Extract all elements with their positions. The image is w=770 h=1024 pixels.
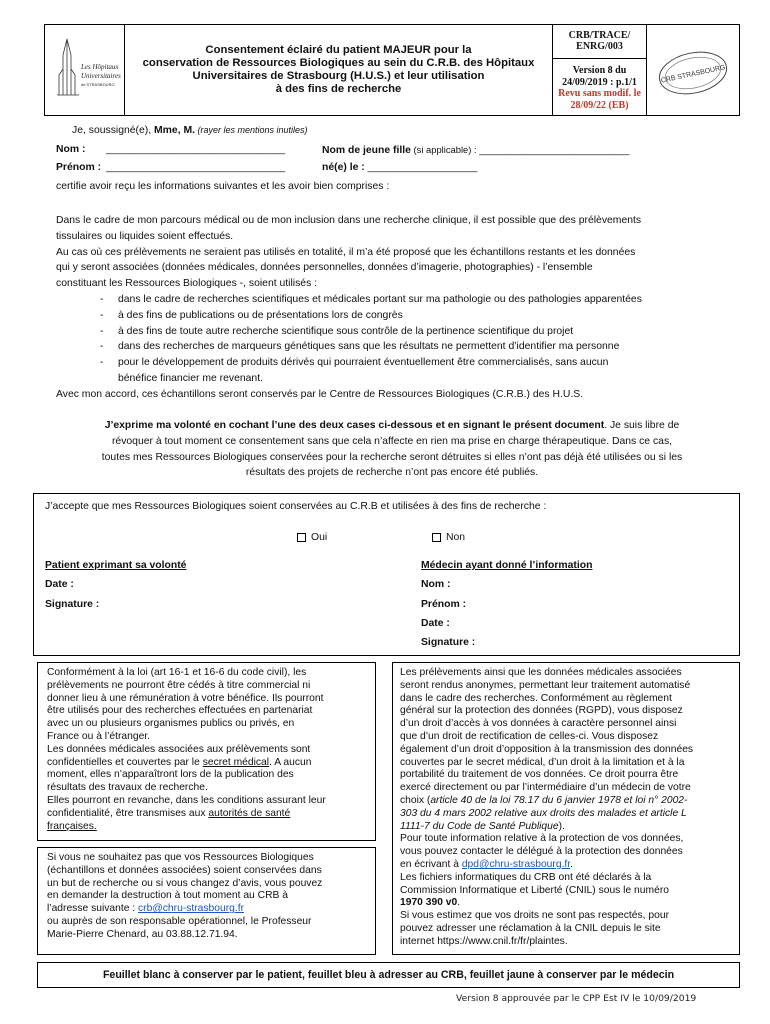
dpd-email-link[interactable]: dpd@chru-strasbourg.fr xyxy=(461,858,571,870)
oui-checkbox[interactable] xyxy=(297,533,306,542)
law-box: Conformément à la loi (art 16-1 et 16-6 du code civil), les prélèvements ne pourront être cédés à titre commercial ni donner lieu à une rémunération à votre bénéfice. Ils pourront être utilisés pour des recherches effectuées en partenariat avec un ou plusieurs organismes publics ou privés, en France ou à l’étranger. Les données médicales associées aux prélèvements sont confidentielles et couvertes par le secret médical. A aucun moment, elles n’apparaîtront lors de la publication des résultats des travaux de recherche. Elles pourront en revanche, dans les conditions assurant leur confidentialité, être transmises aux autorités de santé françaises. xyxy=(37,662,376,841)
list-item: - dans des recherches de marqueurs génétiques sans que les résultats ne permettent d’identifier ma personne xyxy=(56,339,726,355)
ne-le-field[interactable]: ___________________ xyxy=(367,162,478,173)
seal-icon xyxy=(647,25,739,117)
document-reference xyxy=(553,25,647,115)
nom-label: Nom : xyxy=(56,144,86,155)
svg-text:de STRASBOURG: de STRASBOURG xyxy=(81,82,115,87)
certify-line: certifie avoir reçu les informations suivantes et les avoir bien comprises : xyxy=(56,181,390,192)
hospital-logo xyxy=(45,25,125,115)
non-checkbox[interactable] xyxy=(432,533,441,542)
version-line1: Version 8 du xyxy=(572,65,627,76)
patient-date-field[interactable]: Date : xyxy=(45,579,74,590)
non-option[interactable] xyxy=(432,530,465,546)
cathedral-icon xyxy=(45,25,125,117)
consent-statement: J’exprime ma volonté en cochant l’une des deux cases ci-dessous et en signant le présent document. Je suis libre de révoquer à tout moment ce consentement sans que cela n’affecte en rien ma prise en charge thérapeutique. Dans ce cas, toutes mes Ressources Biologiques conservées pour la recherche seront détruites si elles n’ont pas déjà été utilisées ou si les résultats des projets de recherche n’ont pas encore été publiés. xyxy=(101,420,683,479)
patient-signature-field[interactable]: Signature : xyxy=(45,599,100,610)
medecin-signature-field[interactable]: Signature : xyxy=(421,637,476,648)
nom-row xyxy=(56,142,85,158)
list-item: - à des fins de toute autre recherche scientifique sous contrôle de la pertinence scientifique du projet xyxy=(56,324,726,340)
cnil-url-text: internet https://www.cnil.fr/fr/plaintes. xyxy=(400,935,568,947)
revision-line1: Revu sans modif. le xyxy=(558,88,641,99)
usage-list xyxy=(56,292,726,387)
list-item-continued: bénéfice financier me revenant. xyxy=(118,372,263,384)
medecin-prenom-field[interactable]: Prénom : xyxy=(421,599,467,610)
list-item: - dans le cadre de recherches scientifiques et médicales portant sur ma pathologie ou des pathologies apparentées xyxy=(56,292,726,308)
medecin-heading: Médecin ayant donné l’information xyxy=(421,560,593,571)
oui-option[interactable] xyxy=(297,530,327,546)
medecin-nom-field[interactable]: Nom : xyxy=(421,579,451,590)
medecin-date-field[interactable]: Date : xyxy=(421,618,450,629)
document-header xyxy=(44,24,740,116)
footer-approval-note: Version 8 approuvée par le CPP Est IV le 10/09/2019 xyxy=(456,993,697,1004)
destruction-box: Si vous ne souhaitez pas que vos Ressources Biologiques (échantillons et données associées) soient conservées dans un but de recherche ou si vous changez d’avis, vous pouvez en demander la destruction à tout moment au CRB à l’adresse suivante : crb@chru-strasbourg.fr ou auprès de son responsable opérationnel, le Professeur Marie-Pierre Chenard, au 03.88.12.71.94. xyxy=(37,847,376,955)
rgpd-box: Les prélèvements ainsi que les données médicales associées seront rendus anonymes, permettant leur traitement automatisé dans le cadre des recherches. Conformément au règlement général sur la protection des données (RGPD), vous disposez d’un droit d’accès à vos données à caractère personnel ainsi que d’un droit de rectification de celles-ci. Vous disposez également d’un droit d’opposition à la transmission des données couvertes par le secret médical, d’un droit à la limitation et à la portabilité du traitement de vos données. Ce droit pourra être exercé directement ou par l’intermédiaire d’un médecin de votre choix (article 40 de la loi 78.17 du 6 janvier 1978 et loi n° 2002- 303 du 4 mars 2002 relative aux droits des malades et article L 1111-7 du Code de Santé Publique). Pour toute information relative à la protection de vos données, vous pouvez contacter le délégué à la protection des données en écrivant à dpd@chru-strasbourg.fr. Les fichiers informatiques du CRB ont été déclarés à la Commission Informatique et Liberté (CNIL) sous le numéro 1970 390 v0. Si vous estimez que vos droits ne sont pas respectés, pour pouvez adresser une réclamation à la CNIL depuis le site internet https://www.cnil.fr/fr/plaintes. xyxy=(392,662,740,955)
revision-line2: 28/09/22 (EB) xyxy=(570,99,629,111)
jeune-fille-row: Nom de jeune fille (si applicable) : __________________________ xyxy=(322,144,630,156)
consent-box xyxy=(33,493,740,656)
secret-medical-text: secret médical xyxy=(202,756,270,768)
accept-text: J’accepte que mes Ressources Biologiques soient conservées au C.R.B et utilisées à des fins de recherche : xyxy=(45,501,547,512)
nom-field[interactable]: _______________________________ xyxy=(106,144,286,155)
svg-text:Les Hôpitaux: Les Hôpitaux xyxy=(81,63,119,71)
reference-code-line1: CRB/TRACE/ xyxy=(568,30,631,41)
prenom-label: Prénom : xyxy=(56,162,102,173)
oui-label: Oui xyxy=(311,532,328,543)
document-title: Consentement éclairé du patient MAJEUR pour la conservation de Ressources Biologiques au sein du C.R.B. des Hôpitaux Universitaires de Strasbourg (H.U.S.) et leur utilisation à des fins de recherche xyxy=(125,25,553,115)
cnil-number: 1970 390 v0 xyxy=(400,897,458,909)
list-item: - pour le développement de produits dérivés qui pourraient éventuellement être commercialisés, sans aucun xyxy=(56,355,726,371)
list-item: - à des fins de publications ou de présentations lors de congrès xyxy=(56,308,726,324)
body-text: Dans le cadre de mon parcours médical ou de mon inclusion dans une recherche clinique, il est possible que des prélèvements tissulaires ou liquides soient effectués. Au cas où ces prélèvements ne seraient pas utilisés en totalité, il m’a été proposé que les échantillons restants et les données qui y seront associées (données médicales, données personnelles, données d’imagerie, photographies) - l’ensemble constituant les Ressources Biologiques -, soient utilisés : - dans le cadre de recherches scientifiques et médicales portant sur ma pathologie ou des pathologies apparentées - à des fins de publications ou de présentations lors de congrès - à des fins de toute autre recherche scientifique sous contrôle de la pertinence scientifique du projet - dans des recherches de marqueurs génétiques sans que les résultats ne permettent d’identifier ma personne - pour le développement de produits dérivés qui pourraient éventuellement être commercialisés, sans aucun bénéfice financier me revenant. Avec mon accord, ces échantillons seront conservés par le Centre de Ressources Biologiques (C.R.B.) des H.U.S. xyxy=(56,213,726,403)
reference-code-line2: ENRG/003 xyxy=(576,41,623,52)
jeune-fille-field[interactable]: __________________________ xyxy=(479,145,630,156)
ne-le-row: né(e) le : ___________________ xyxy=(322,162,478,173)
intro-line: Je, soussigné(e), Mme, M. (rayer les mentions inutiles) xyxy=(72,125,308,136)
non-label: Non xyxy=(446,532,466,543)
crb-seal xyxy=(647,25,739,115)
crb-email-link[interactable]: crb@chru-strasbourg.fr xyxy=(138,903,245,915)
sheet-distribution-notice: Feuillet blanc à conserver par le patient, feuillet bleu à adresser au CRB, feuillet jaune à conserver par le médecin xyxy=(37,962,740,988)
patient-heading: Patient exprimant sa volonté xyxy=(45,560,187,571)
prenom-field[interactable]: _______________________________ xyxy=(106,162,286,173)
version-line2: 24/09/2019 : p.1/1 xyxy=(562,76,637,88)
svg-text:Universitaires: Universitaires xyxy=(81,72,121,80)
svg-text:CRB STRASBOURG: CRB STRASBOURG xyxy=(660,64,727,85)
